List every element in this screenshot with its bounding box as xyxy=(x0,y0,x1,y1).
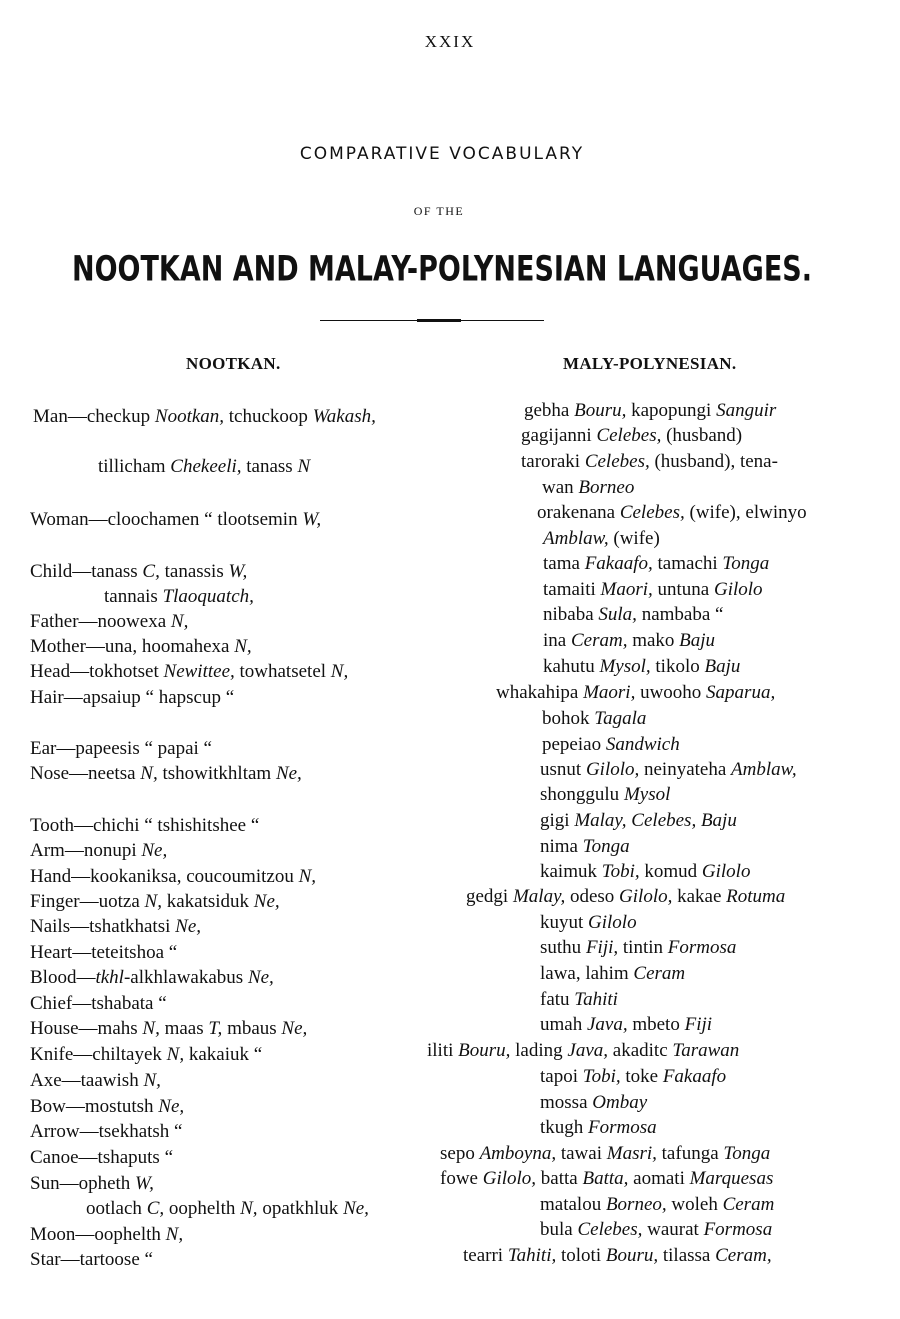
ornamental-rule xyxy=(320,319,544,323)
nootkan-entry-line: tillicham Chekeeli, tanass N xyxy=(98,456,311,477)
nootkan-entry-line: House—mahs N, maas T, mbaus Ne, xyxy=(30,1018,308,1039)
malay-polynesian-entry-line: bohok Tagala xyxy=(542,708,647,729)
title-line-3: NOOTKAN AND MALAY-POLYNESIAN LANGUAGES. xyxy=(72,250,812,290)
malay-polynesian-entry-line: tapoi Tobi, toke Fakaafo xyxy=(540,1066,727,1087)
malay-polynesian-entry-line: usnut Gilolo, neinyateha Amblaw, xyxy=(540,759,797,780)
malay-polynesian-entry-line: sepo Amboyna, tawai Masri, tafunga Tonga xyxy=(440,1143,771,1164)
nootkan-entry-line: Nails—tshatkhatsi Ne, xyxy=(30,916,201,937)
malay-polynesian-entry-line: taroraki Celebes, (husband), tena- xyxy=(521,451,778,472)
nootkan-entry-line: Bow—mostutsh Ne, xyxy=(30,1096,185,1117)
malay-polynesian-entry-line: mossa Ombay xyxy=(540,1092,648,1113)
nootkan-entry-line: Canoe—tshaputs “ xyxy=(30,1147,174,1168)
malay-polynesian-entry-line: gedgi Malay, odeso Gilolo, kakae Rotuma xyxy=(466,886,786,907)
nootkan-entry-line: Arm—nonupi Ne, xyxy=(30,840,168,861)
nootkan-entry-line: Sun—opheth W, xyxy=(30,1173,154,1194)
malay-polynesian-entry-line: nibaba Sula, nambaba “ xyxy=(543,604,724,625)
malay-polynesian-entry-line: umah Java, mbeto Fiji xyxy=(540,1014,713,1035)
nootkan-entry-line: Star—tartoose “ xyxy=(30,1249,153,1270)
nootkan-entry-line: Mother—una, hoomahexa N, xyxy=(30,636,252,657)
malay-polynesian-entry-line: orakenana Celebes, (wife), elwinyo xyxy=(537,502,807,523)
nootkan-entry-line: Father—noowexa N, xyxy=(30,611,189,632)
malay-polynesian-entry-line: tamaiti Maori, untuna Gilolo xyxy=(543,579,763,600)
nootkan-entry-line: Blood—tkhl-alkhlawakabus Ne, xyxy=(30,967,274,988)
right-column-heading: MALY-POLYNESIAN. xyxy=(563,354,737,373)
nootkan-entry-line: Hand—kookaniksa, coucoumitzou N, xyxy=(30,866,317,887)
malay-polynesian-entry-line: bula Celebes, waurat Formosa xyxy=(540,1219,773,1240)
malay-polynesian-entry-line: Amblaw, (wife) xyxy=(543,528,660,549)
malay-polynesian-entry-line: gigi Malay, Celebes, Baju xyxy=(540,810,737,831)
malay-polynesian-entry-line: tama Fakaafo, tamachi Tonga xyxy=(543,553,770,574)
nootkan-entry-line: Ear—papeesis “ papai “ xyxy=(30,738,212,759)
malay-polynesian-entry-line: kuyut Gilolo xyxy=(540,912,637,933)
rule-bar xyxy=(417,319,461,322)
malay-polynesian-entry-line: kaimuk Tobi, komud Gilolo xyxy=(540,861,751,882)
malay-polynesian-entry-line: ina Ceram, mako Baju xyxy=(543,630,716,651)
malay-polynesian-entry-line: tkugh Formosa xyxy=(540,1117,657,1138)
malay-polynesian-entry-line: pepeiao Sandwich xyxy=(542,734,680,755)
nootkan-entry-line: Knife—chiltayek N, kakaiuk “ xyxy=(30,1044,263,1065)
title-line-1: COMPARATIVE VOCABULARY xyxy=(299,144,585,164)
nootkan-entry-line: Tooth—chichi “ tshishitshee “ xyxy=(30,815,260,836)
nootkan-entry-line: Head—tokhotset Newittee, towhatsetel N, xyxy=(30,661,349,682)
page-number: XXIX xyxy=(424,32,476,51)
malay-polynesian-entry-line: tearri Tahiti, toloti Bouru, tilassa Ceram, xyxy=(463,1245,772,1266)
nootkan-entry-line: Woman—cloochamen “ tlootsemin W, xyxy=(30,509,322,530)
malay-polynesian-entry-line: whakahipa Maori, uwooho Saparua, xyxy=(496,682,776,703)
left-column-heading: NOOTKAN. xyxy=(186,354,281,373)
title-line-2: OF THE xyxy=(413,204,465,218)
malay-polynesian-entry-line: lawa, lahim Ceram xyxy=(540,963,686,984)
malay-polynesian-entry-line: gagijanni Celebes, (husband) xyxy=(521,425,743,446)
malay-polynesian-entry-line: iliti Bouru, lading Java, akaditc Tarawan xyxy=(427,1040,740,1061)
malay-polynesian-entry-line: kahutu Mysol, tikolo Baju xyxy=(543,656,741,677)
nootkan-entry-line: Chief—tshabata “ xyxy=(30,993,167,1014)
nootkan-entry-line: Hair—apsaiup “ hapscup “ xyxy=(30,687,235,708)
malay-polynesian-entry-line: fatu Tahiti xyxy=(540,989,618,1010)
malay-polynesian-entry-line: nima Tonga xyxy=(540,836,630,857)
nootkan-entry-line: Heart—teteitshoa “ xyxy=(30,942,178,963)
malay-polynesian-entry-line: shonggulu Mysol xyxy=(540,784,671,805)
nootkan-entry-line: Child—tanass C, tanassis W, xyxy=(30,561,248,582)
nootkan-entry-line: Arrow—tsekhatsh “ xyxy=(30,1121,183,1142)
malay-polynesian-entry-line: wan Borneo xyxy=(542,477,635,498)
malay-polynesian-entry-line: matalou Borneo, woleh Ceram xyxy=(540,1194,775,1215)
malay-polynesian-entry-line: suthu Fiji, tintin Formosa xyxy=(540,937,737,958)
malay-polynesian-entry-line: fowe Gilolo, batta Batta, aomati Marquesas xyxy=(440,1168,774,1189)
nootkan-entry-line: Nose—neetsa N, tshowitkhltam Ne, xyxy=(30,763,302,784)
nootkan-entry-line: Finger—uotza N, kakatsiduk Ne, xyxy=(30,891,280,912)
nootkan-entry-line: tannais Tlaoquatch, xyxy=(104,586,254,607)
malay-polynesian-entry-line: gebha Bouru, kapopungi Sanguir xyxy=(524,400,777,421)
nootkan-entry-line: Axe—taawish N, xyxy=(30,1070,161,1091)
nootkan-entry-line: Man—checkup Nootkan, tchuckoop Wakash, xyxy=(33,406,376,427)
nootkan-entry-line: ootlach C, oophelth N, opatkhluk Ne, xyxy=(86,1198,369,1219)
nootkan-entry-line: Moon—oophelth N, xyxy=(30,1224,184,1245)
